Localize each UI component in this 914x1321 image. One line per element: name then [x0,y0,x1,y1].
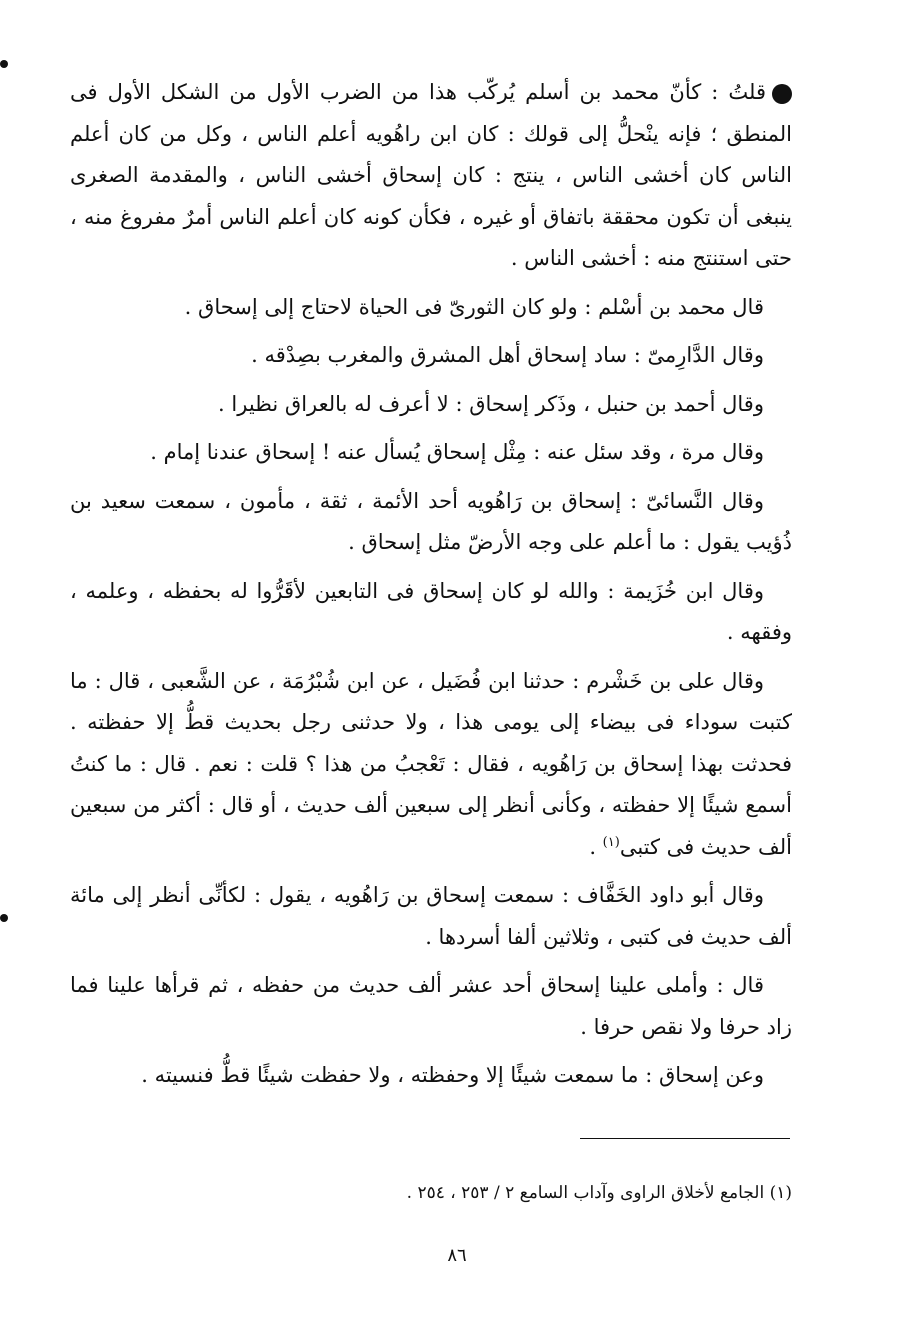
paragraph: وعن إسحاق : ما سمعت شيئًا إلا وحفظته ، ولا حفظت شيئًا قطُّ فنسيته . [141,1063,764,1087]
paragraph: قال محمد بن أسْلم : ولو كان الثورىّ فى الحياة لاحتاج إلى إسحاق . [184,294,764,319]
margin-dot-top [0,60,8,68]
paragraph [70,72,792,280]
paragraph: وقال النَّسائىّ : إسحاق بن رَاهُويه أحد الأئمة ، ثقة ، مأمون ، سمعت سعيد بن ذُؤيب يقول : ما أعلم على وجه الأرضّ مثل إسحاق . [70,488,792,554]
paragraph [70,661,792,869]
paragraph-text: قلتُ : كأنّ محمد بن أسلم يُركّب هذا من الضرب الأول من الشكل الأول فى المنطق ؛ فإنه ينْحلُّ إلى قولك : كان ابن راهُويه أعلم الناس ، وكل من كان أعلم الناس كان أخشى الناس ، ينتج : كان إسحاق أخشى الناس ، والمقدمة الصغرى ينبغى أن تكون محققة باتفاق أو غيره ، فكأن كونه كان أعلم الناس أمرٌ مفروغ منه ، حتى استنتج منه : أخشى الناس . [70,80,792,270]
margin-dot-middle [0,914,8,922]
paragraph: وقال أحمد بن حنبل ، وذَكر إسحاق : لا أعرف له بالعراق نظيرا . [218,391,764,416]
footnote: (١) الجامع لأخلاق الراوى وآداب السامع ٢ / ٢٥٣ ، ٢٥٤ . [406,1183,792,1203]
paragraph: وقال ابن خُزَيمة : والله لو كان إسحاق فى التابعين لأقَرُّوا له بحفظه ، وعلمه ، وفقهه . [70,578,792,644]
footnote-divider [580,1138,790,1139]
page-body [70,72,792,1104]
paragraph: وقال أبو داود الخَفَّاف : سمعت إسحاق بن رَاهُويه ، يقول : لكأنِّى أنظر إلى مائة ألف حديث فى كتبى ، وثلاثين ألفا أسردها . [70,883,792,949]
paragraph-tail: . [589,834,603,859]
paragraph-text: وقال على بن خَشْرم : حدثنا ابن فُضَيل ، عن ابن شُبْرُمَة ، عن الشَّعبى ، قال : ما كتبت سوداء فى بيضاء إلى يومى هذا ، ولا حدثنى رجل بحديث قطُّ إلا حفظته . فحدثت بهذا إسحاق بن رَاهُويه ، فقال : تَعْجبُ من هذا ؟ قلت : نعم . قال : ما كنتُ أسمع شيئًا إلا حفظته ، وكأنى أنظر إلى سبعين ألف حديث ، أو قال : أكثر من سبعين ألف حديث فى كتبى [70,668,792,859]
paragraph: وقال مرة ، وقد سئل عنه : مِثْل إسحاق يُسأل عنه ! إسحاق عندنا إمام . [150,440,764,464]
page-number: ٨٦ [447,1245,467,1266]
paragraph: قال : وأملى علينا إسحاق أحد عشر ألف حديث من حفظه ، ثم قرأها علينا فما زاد حرفا ولا نقص حرفا . [70,973,792,1039]
paragraph: وقال الدَّارِمىّ : ساد إسحاق أهل المشرق والمغرب بصِدْقه . [251,343,764,367]
bullet-icon [772,84,792,104]
footnote-reference: (١) [602,834,620,850]
